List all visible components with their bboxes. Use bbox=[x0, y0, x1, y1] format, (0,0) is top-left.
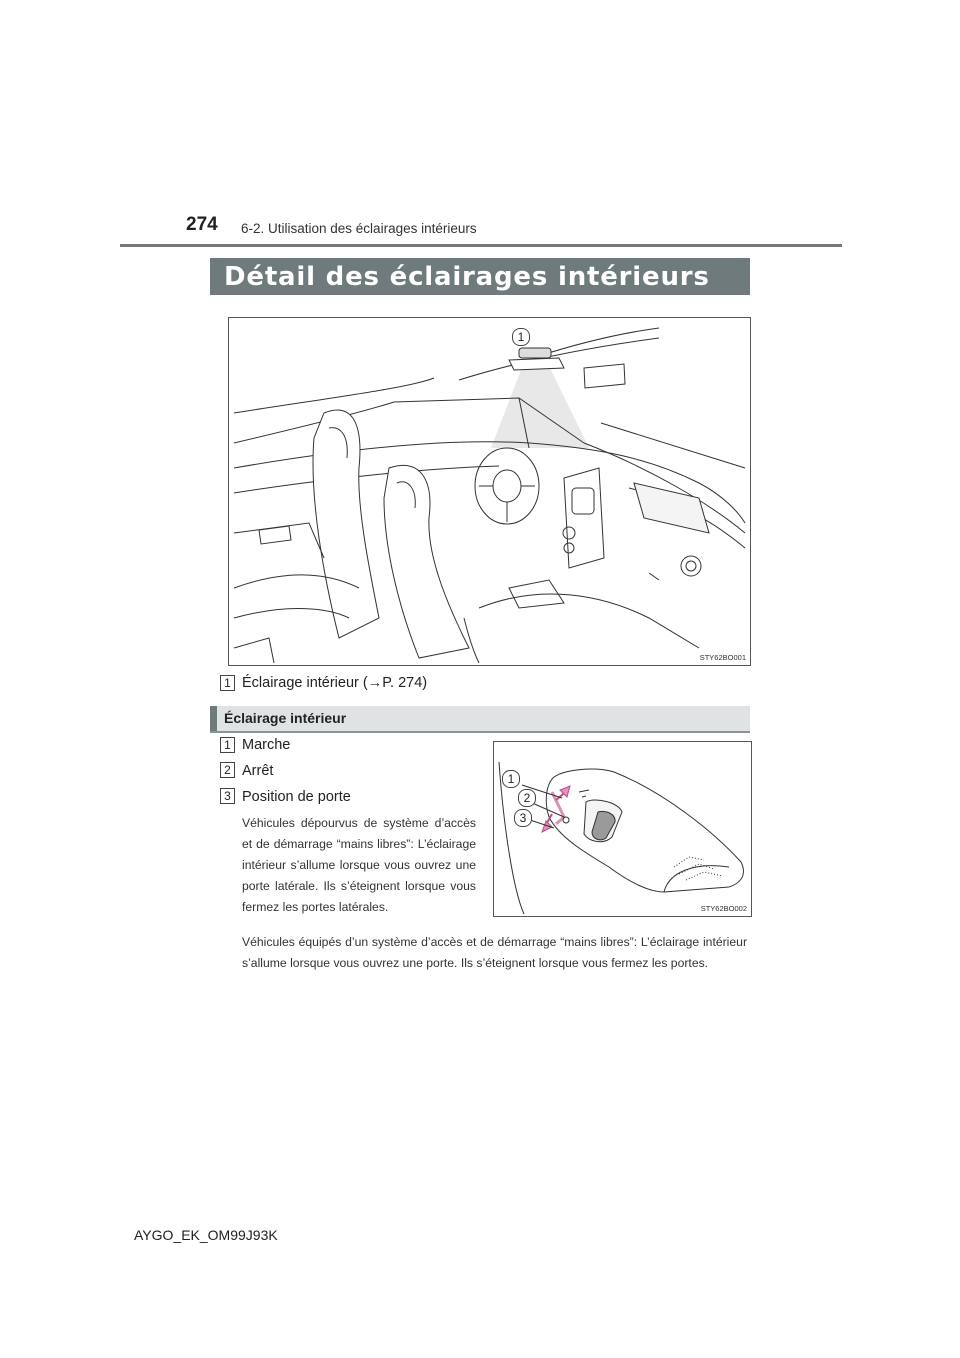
car-interior-drawing bbox=[229, 318, 750, 665]
subsection-bar bbox=[210, 706, 217, 731]
section-title: Détail des éclairages intérieurs bbox=[224, 262, 710, 292]
item-label: Arrêt bbox=[242, 763, 274, 779]
figure1-callout: 1 bbox=[512, 328, 530, 346]
chapter-title: 6-2. Utilisation des éclairages intérieurs bbox=[241, 221, 477, 236]
page-number: 274 bbox=[186, 214, 218, 235]
subsection-banner bbox=[210, 706, 750, 733]
header-rule bbox=[120, 244, 842, 247]
item-number: 1 bbox=[220, 737, 235, 753]
item-number: 3 bbox=[220, 788, 235, 804]
subsection-title: Éclairage intérieur bbox=[224, 710, 347, 726]
caption bbox=[242, 675, 427, 691]
paragraph-without-smart-entry: Véhicules dépourvus de système d’accès et de démarrage “mains libres”: L’éclairage intérieur s’allume lorsque vous ouvrez une porte latérale. Ils s’éteignent lorsque vous fermez les portes latérales. bbox=[242, 816, 476, 914]
figure2-callout: 1 bbox=[502, 770, 520, 788]
figure2-callout: 2 bbox=[518, 789, 536, 807]
item-label: Marche bbox=[242, 737, 291, 753]
caption-ref: P. 274) bbox=[382, 675, 428, 691]
dome-light-drawing bbox=[494, 742, 751, 916]
caption-number: 1 bbox=[220, 675, 235, 691]
item-label: Position de porte bbox=[242, 789, 351, 805]
footer-doc-code: AYGO_EK_OM99J93K bbox=[134, 1227, 278, 1243]
item-number: 2 bbox=[220, 762, 235, 778]
caption-text: Éclairage intérieur ( bbox=[242, 675, 368, 691]
figure1-code: STY62BO001 bbox=[699, 653, 746, 662]
arrow-icon: → bbox=[367, 675, 383, 691]
car-interior-illustration bbox=[228, 317, 751, 666]
figure2-code: STY62BO002 bbox=[700, 904, 747, 913]
paragraph-with-smart-entry: Véhicules équipés d’un système d’accès et de démarrage “mains libres”: L’éclairage intérieur s’allume lorsque vous ouvrez une porte. Ils s’éteignent lorsque vous fermez les portes. bbox=[242, 935, 747, 970]
dome-light-illustration bbox=[493, 741, 752, 917]
figure2-callout: 3 bbox=[514, 809, 532, 827]
section-banner bbox=[210, 258, 750, 295]
